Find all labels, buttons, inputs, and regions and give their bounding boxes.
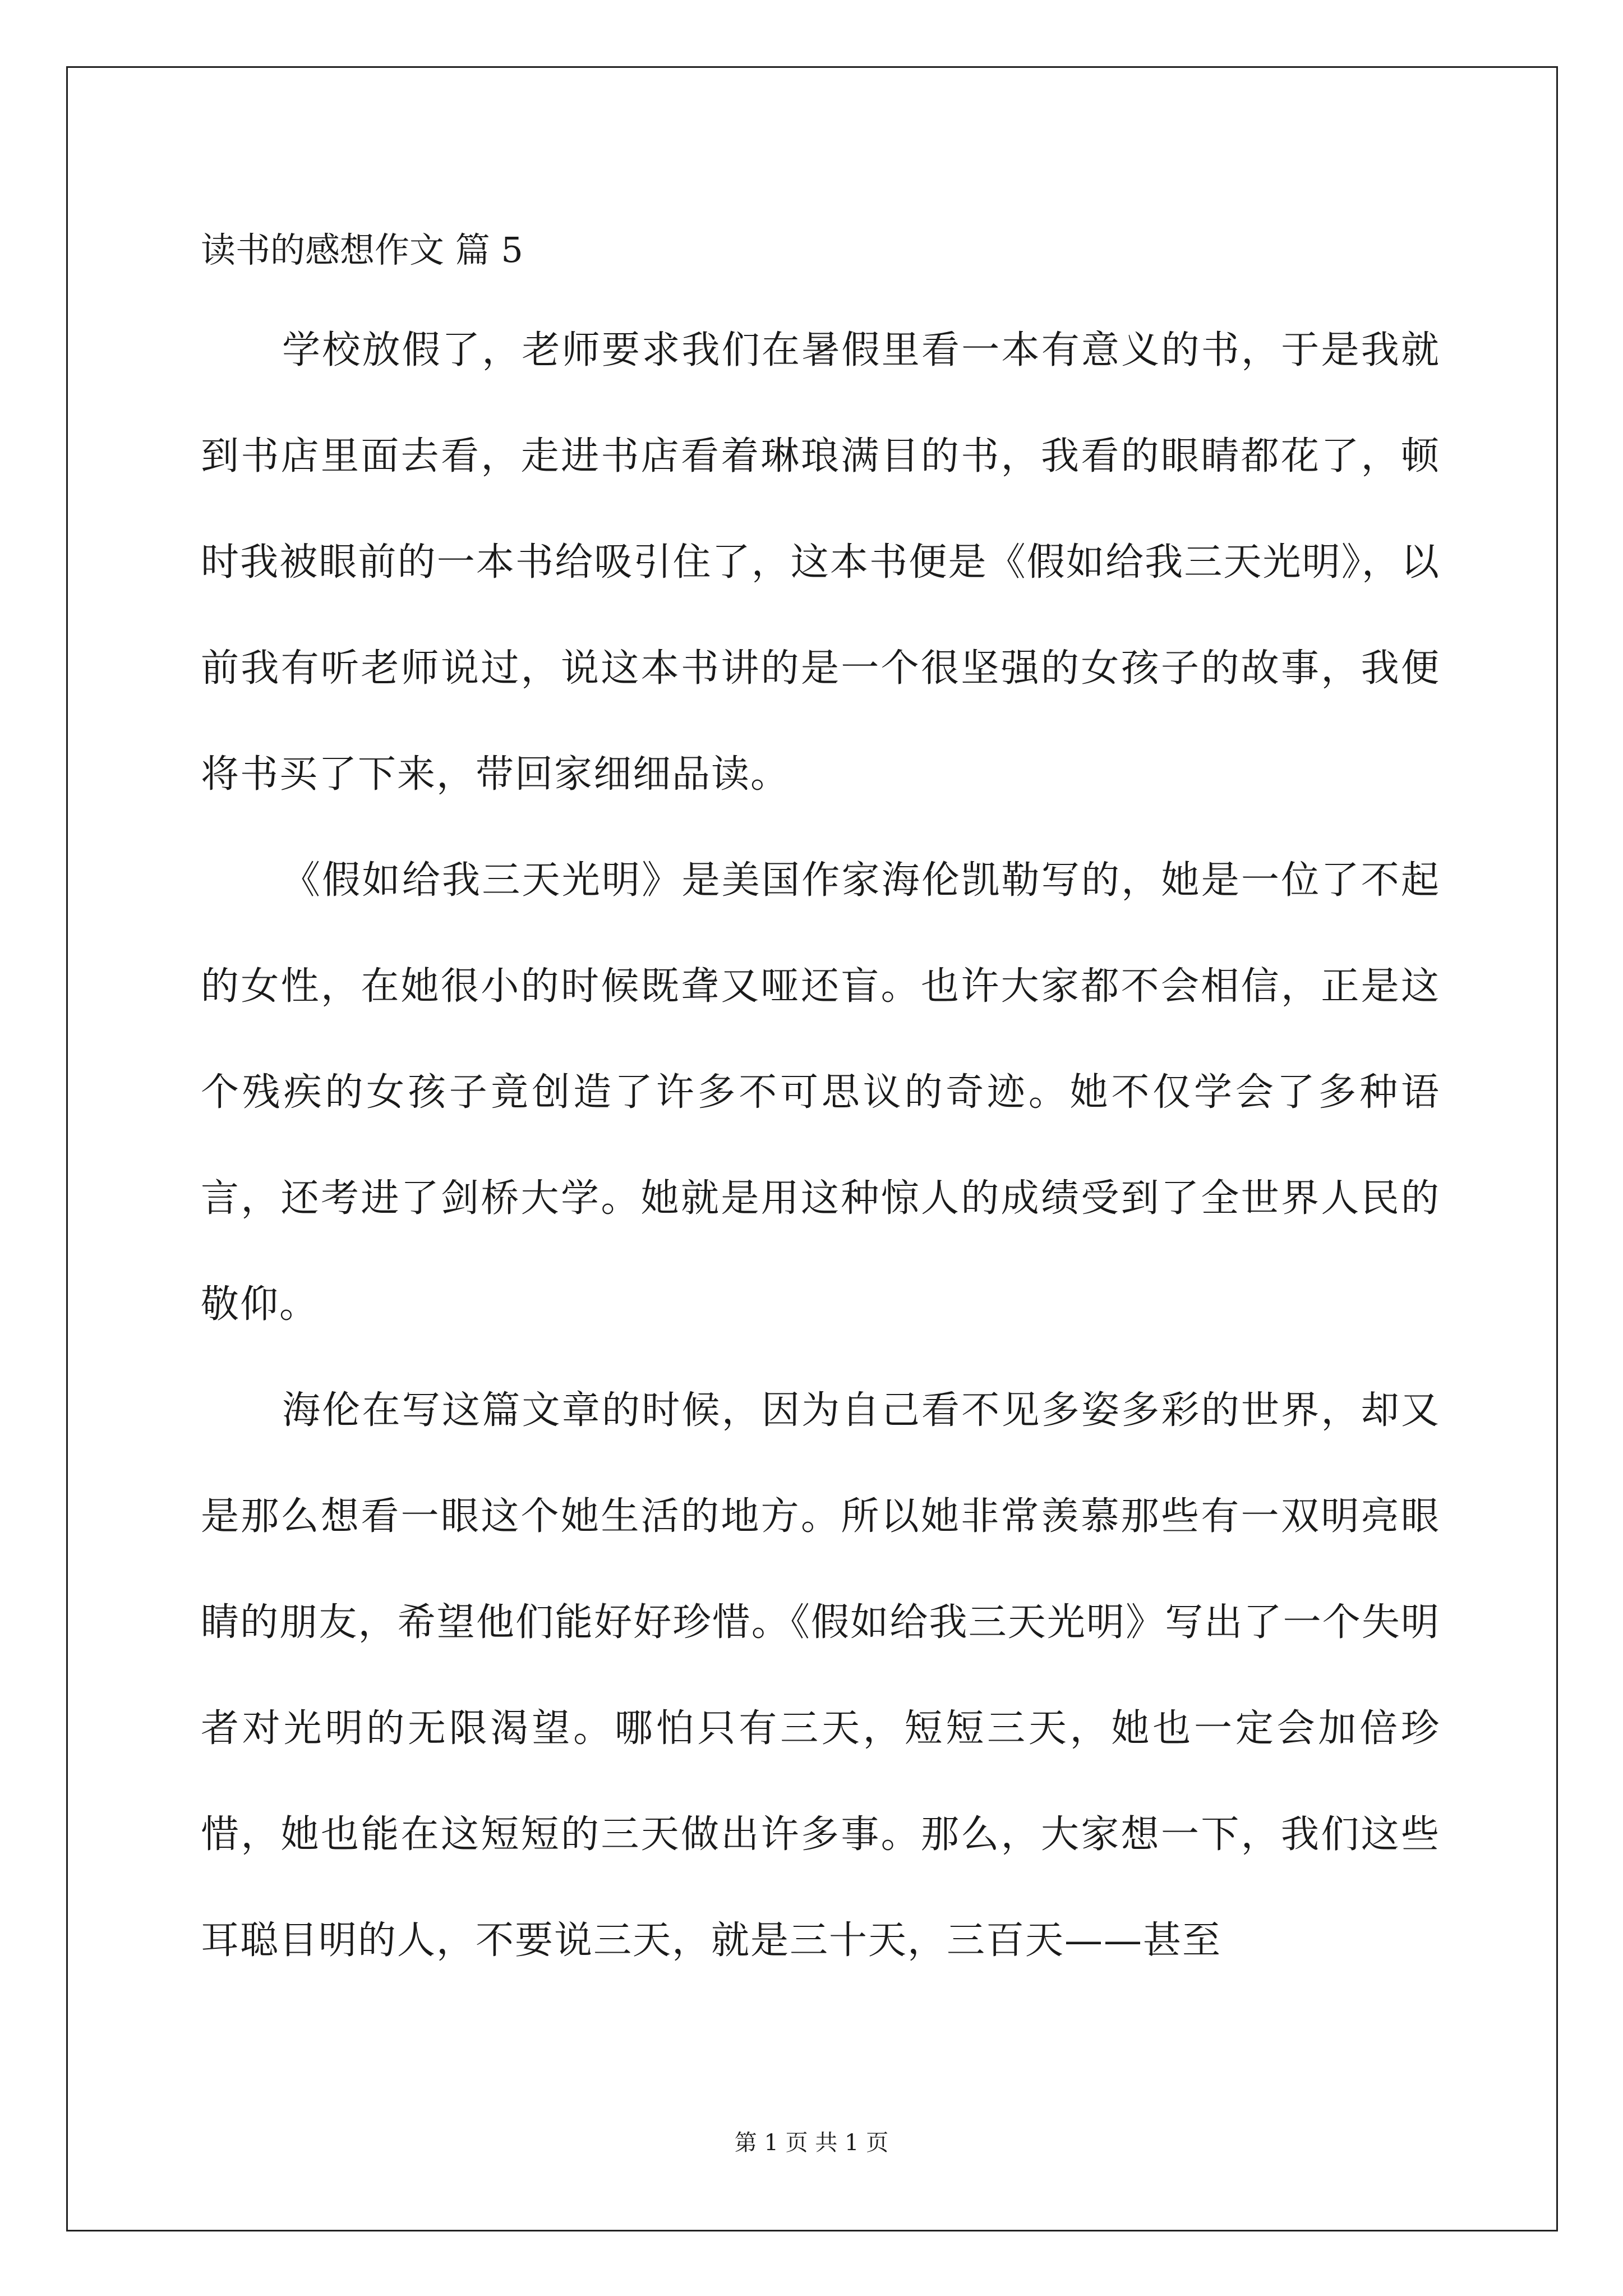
page-number-footer: 第 1 页 共 1 页 [734, 2130, 889, 2156]
paragraph-1: 学校放假了，老师要求我们在暑假里看一本有意义的书，于是我就到书店里面去看，走进书店看着琳琅满目的书，我看的眼睛都花了，顿时我被眼前的一本书给吸引住了，这本书便是《假如给我三天光明》，以前我有听老师说过，说这本书讲的是一个很坚强的女孩子的故事，我便将书买了下来，带回家细细品读。 [201, 328, 1440, 797]
paragraph-2: 《假如给我三天光明》是美国作家海伦凯勒写的，她是一位了不起的女性，在她很小的时候既聋又哑还盲。也许大家都不会相信，正是这个残疾的女孩子竟创造了许多不可思议的奇迹。她不仅学会了多种语言，还考进了剑桥大学。她就是用这种惊人的成绩受到了全世界人民的敬仰。 [201, 858, 1440, 1327]
paragraph-3: 海伦在写这篇文章的时候，因为自己看不见多姿多彩的世界，却又是那么想看一眼这个她生活的地方。所以她非常羡慕那些有一双明亮眼睛的朋友，希望他们能好好珍惜。《假如给我三天光明》写出了一个失明者对光明的无限渴望。哪怕只有三天，短短三天，她也一定会加倍珍惜，她也能在这短短的三天做出许多事。那么，大家想一下，我们这些耳聪目明的人，不要说三天，就是三十天，三百天——甚至 [201, 1388, 1440, 1963]
document-body [201, 222, 1440, 1994]
document-title: 读书的感想作文 篇 5 [201, 229, 523, 270]
